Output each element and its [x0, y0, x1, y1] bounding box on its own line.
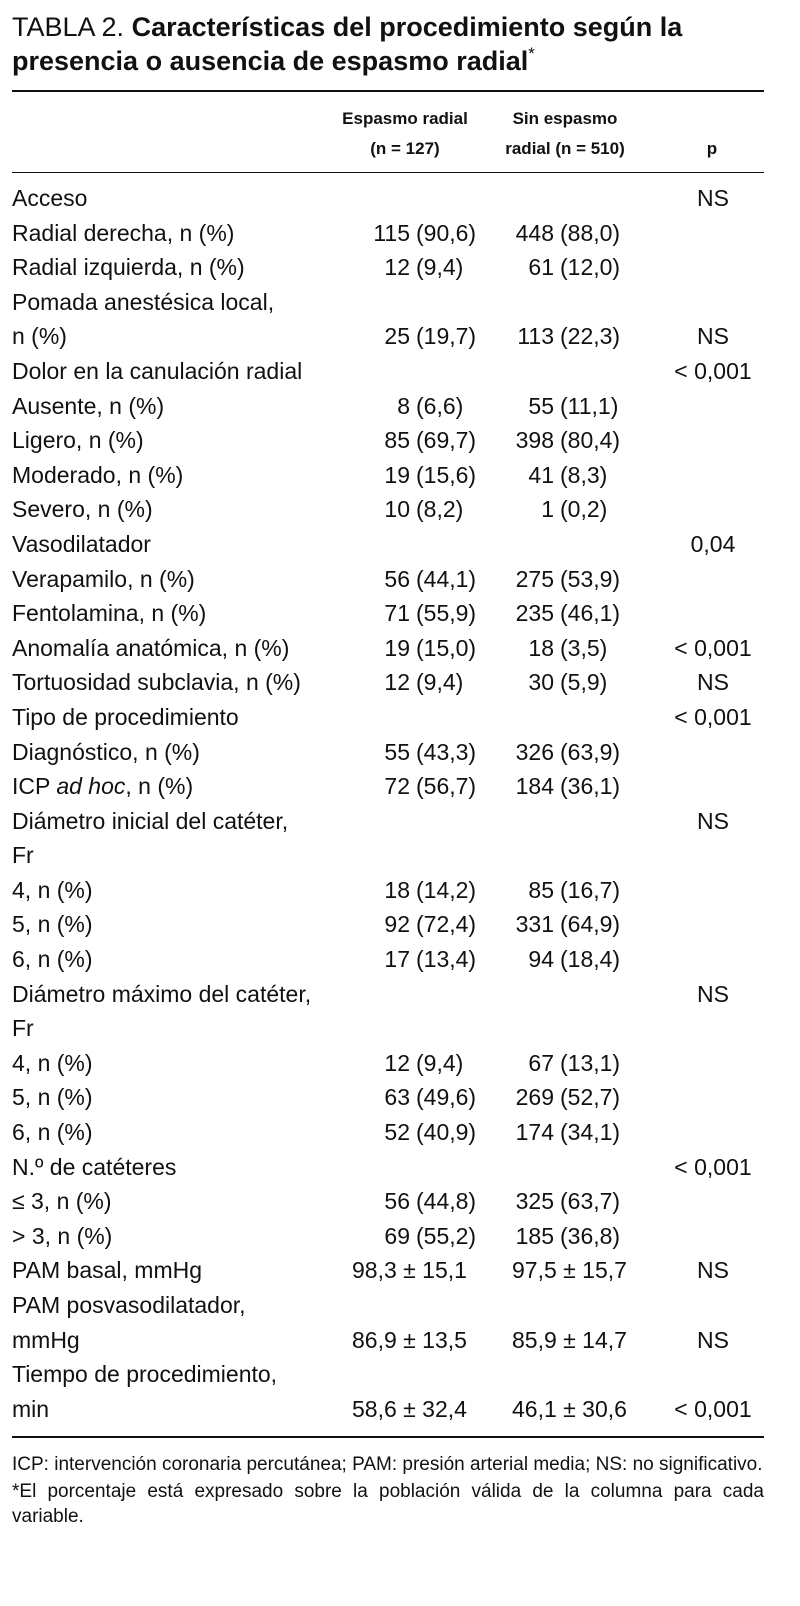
table-row — [12, 1150, 764, 1185]
value-sin-espasmo: 331 (64,9) — [515, 911, 621, 938]
table-row — [12, 1011, 764, 1046]
row-label: 5, n (%) — [12, 1084, 93, 1111]
p-value — [662, 250, 764, 285]
table-row — [12, 181, 764, 216]
value-sin-espasmo — [490, 1288, 662, 1323]
table-row — [12, 250, 764, 285]
value-espasmo-radial: 56 (44,8) — [384, 1188, 477, 1215]
row-label: Fr — [12, 842, 34, 869]
value-sin-espasmo: 61 (12,0) — [528, 254, 621, 281]
value-sin-espasmo: 67 (13,1) — [528, 1049, 621, 1076]
row-label: PAM basal, mmHg — [12, 1257, 203, 1284]
row-label: Ausente, n (%) — [12, 392, 165, 419]
value-espasmo-radial — [330, 354, 490, 389]
table-row — [12, 1357, 764, 1392]
value-espasmo-radial — [330, 181, 490, 216]
table-row — [12, 1184, 764, 1219]
table-row — [12, 838, 764, 873]
value-espasmo-radial: 25 (19,7) — [384, 323, 477, 350]
value-sin-espasmo: 185 (36,8) — [515, 1222, 621, 1249]
value-sin-espasmo — [490, 838, 662, 873]
value-sin-espasmo: 97,5 ± 15,7 — [512, 1257, 627, 1284]
table-row — [12, 735, 764, 770]
table-row — [12, 319, 764, 354]
value-sin-espasmo: 174 (34,1) — [515, 1119, 621, 1146]
value-sin-espasmo: 269 (52,7) — [515, 1084, 621, 1111]
row-label: ICP ad hoc, n (%) — [12, 773, 194, 800]
value-espasmo-radial — [330, 285, 490, 320]
value-espasmo-radial: 63 (49,6) — [384, 1084, 477, 1111]
data-table — [12, 181, 764, 1426]
table-label: TABLA 2. — [12, 12, 125, 42]
value-sin-espasmo — [490, 1150, 662, 1185]
value-espasmo-radial: 98,3 ± 15,1 — [352, 1257, 467, 1284]
value-espasmo-radial — [330, 838, 490, 873]
table-row — [12, 285, 764, 320]
table-row — [12, 1115, 764, 1150]
row-label: 4, n (%) — [12, 1049, 93, 1076]
value-sin-espasmo: 235 (46,1) — [515, 600, 621, 627]
row-label: 4, n (%) — [12, 876, 93, 903]
table-row — [12, 700, 764, 735]
row-label: Dolor en la canulación radial — [12, 357, 303, 384]
p-value: < 0,001 — [674, 1395, 752, 1422]
value-espasmo-radial — [330, 527, 490, 562]
value-sin-espasmo: 1 (0,2) — [541, 496, 608, 523]
value-sin-espasmo: 46,1 ± 30,6 — [512, 1395, 627, 1422]
value-sin-espasmo: 113 (22,3) — [517, 323, 621, 350]
table-row — [12, 1323, 764, 1358]
row-label: min — [12, 1395, 50, 1422]
row-label: n (%) — [12, 323, 67, 350]
row-label: PAM posvasodilatador, — [12, 1292, 246, 1318]
value-espasmo-radial: 92 (72,4) — [384, 911, 477, 938]
value-sin-espasmo — [490, 804, 662, 839]
p-value — [662, 596, 764, 631]
row-label: Radial izquierda, n (%) — [12, 254, 245, 281]
p-value: NS — [697, 323, 729, 350]
footnote-abbreviations: ICP: intervención coronaria percutánea; PAM: presión arterial media; NS: no significativo. — [12, 1454, 763, 1476]
table-row — [12, 873, 764, 908]
value-espasmo-radial — [330, 1011, 490, 1046]
value-sin-espasmo: 325 (63,7) — [515, 1188, 621, 1215]
row-label: Diámetro inicial del catéter, — [12, 807, 289, 834]
value-espasmo-radial: 58,6 ± 32,4 — [352, 1395, 467, 1422]
p-value — [662, 1080, 764, 1115]
table-row — [12, 1080, 764, 1115]
value-sin-espasmo: 184 (36,1) — [515, 773, 621, 800]
row-label: 6, n (%) — [12, 946, 93, 973]
value-sin-espasmo: 55 (11,1) — [528, 392, 619, 419]
value-sin-espasmo: 85 (16,7) — [528, 876, 621, 903]
p-value: NS — [697, 669, 729, 696]
value-espasmo-radial: 19 (15,0) — [384, 634, 477, 661]
column-header — [12, 92, 764, 172]
value-sin-espasmo: 18 (3,5) — [528, 634, 608, 661]
p-value — [662, 389, 764, 424]
value-espasmo-radial: 12 (9,4) — [384, 1049, 464, 1076]
table-row — [12, 1253, 764, 1288]
row-label: Pomada anestésica local, — [12, 288, 275, 315]
table-row — [12, 631, 764, 666]
row-label: Diámetro máximo del catéter, — [12, 980, 312, 1007]
row-label: 5, n (%) — [12, 911, 93, 938]
p-value — [662, 942, 764, 977]
value-sin-espasmo — [490, 527, 662, 562]
p-value — [662, 216, 764, 251]
value-espasmo-radial: 12 (9,4) — [384, 254, 464, 281]
p-value — [662, 458, 764, 493]
table-title — [12, 10, 764, 78]
p-value: NS — [697, 807, 729, 834]
row-label: Moderado, n (%) — [12, 461, 184, 488]
p-value: NS — [697, 185, 729, 211]
row-label: Fentolamina, n (%) — [12, 600, 207, 627]
value-espasmo-radial: 12 (9,4) — [384, 669, 464, 696]
p-value — [662, 838, 764, 873]
value-sin-espasmo — [490, 977, 662, 1012]
p-value — [662, 769, 764, 804]
header-espasmo-radial: Espasmo radial (n = 127) — [342, 109, 468, 158]
p-value — [662, 1184, 764, 1219]
footnote-percentage: *El porcentaje está expresado sobre la población válida de la columna para cada variable. — [12, 1481, 764, 1528]
table-row — [12, 977, 764, 1012]
value-espasmo-radial: 69 (55,2) — [384, 1222, 477, 1249]
value-espasmo-radial — [330, 977, 490, 1012]
value-sin-espasmo — [490, 700, 662, 735]
p-value — [662, 1011, 764, 1046]
footnotes — [12, 1452, 764, 1529]
value-sin-espasmo: 94 (18,4) — [528, 946, 621, 973]
value-espasmo-radial: 71 (55,9) — [384, 600, 477, 627]
p-value — [662, 1288, 764, 1323]
row-label: 6, n (%) — [12, 1119, 93, 1146]
value-espasmo-radial: 10 (8,2) — [384, 496, 464, 523]
p-value: NS — [697, 1326, 729, 1353]
value-espasmo-radial — [330, 700, 490, 735]
value-espasmo-radial: 86,9 ± 13,5 — [352, 1326, 467, 1353]
row-label: Ligero, n (%) — [12, 427, 144, 454]
p-value — [662, 873, 764, 908]
table-row — [12, 1392, 764, 1427]
row-label: Tipo de procedimiento — [12, 703, 239, 730]
p-value: < 0,001 — [674, 357, 752, 384]
value-sin-espasmo — [490, 1011, 662, 1046]
p-value — [662, 423, 764, 458]
row-label: Acceso — [12, 185, 88, 211]
value-espasmo-radial: 52 (40,9) — [384, 1119, 477, 1146]
p-value — [662, 1046, 764, 1081]
p-value: 0,04 — [690, 530, 736, 557]
row-label: mmHg — [12, 1326, 80, 1353]
value-sin-espasmo — [490, 285, 662, 320]
value-sin-espasmo — [490, 354, 662, 389]
table-row — [12, 1219, 764, 1254]
table-row — [12, 458, 764, 493]
value-espasmo-radial — [330, 1150, 490, 1185]
table-row — [12, 216, 764, 251]
p-value: < 0,001 — [674, 1153, 752, 1180]
table-row — [12, 596, 764, 631]
title-footnote-marker: * — [528, 44, 535, 63]
value-espasmo-radial: 85 (69,7) — [384, 427, 477, 454]
value-espasmo-radial: 19 (15,6) — [384, 461, 477, 488]
table-row — [12, 769, 764, 804]
p-value: < 0,001 — [674, 634, 752, 661]
p-value — [662, 1357, 764, 1392]
value-sin-espasmo: 398 (80,4) — [515, 427, 621, 454]
row-label: Tiempo de procedimiento, — [12, 1361, 278, 1388]
value-espasmo-radial: 56 (44,1) — [384, 565, 477, 592]
row-label: Diagnóstico, n (%) — [12, 738, 200, 765]
header-p: p — [706, 139, 718, 158]
row-label: > 3, n (%) — [12, 1222, 113, 1249]
value-espasmo-radial — [330, 804, 490, 839]
row-label: Radial derecha, n (%) — [12, 219, 235, 246]
value-espasmo-radial — [330, 1288, 490, 1323]
table-row — [12, 942, 764, 977]
value-sin-espasmo: 448 (88,0) — [515, 219, 621, 246]
value-espasmo-radial: 72 (56,7) — [384, 773, 477, 800]
table-row — [12, 423, 764, 458]
value-espasmo-radial — [330, 1357, 490, 1392]
table-row — [12, 804, 764, 839]
p-value — [662, 735, 764, 770]
row-label: Anomalía anatómica, n (%) — [12, 634, 290, 661]
p-value — [662, 1219, 764, 1254]
table-title-text: Características del procedimiento según la presencia o ausencia de espasmo radial — [12, 12, 683, 76]
row-label: Fr — [12, 1015, 34, 1042]
p-value: < 0,001 — [674, 703, 752, 730]
table-row — [12, 1288, 764, 1323]
value-sin-espasmo: 85,9 ± 14,7 — [512, 1326, 627, 1353]
value-sin-espasmo: 326 (63,9) — [515, 738, 621, 765]
p-value — [662, 492, 764, 527]
table-document — [12, 0, 764, 1531]
p-value — [662, 907, 764, 942]
table-row — [12, 907, 764, 942]
table-row — [12, 389, 764, 424]
value-espasmo-radial: 115 (90,6) — [373, 219, 477, 246]
table-row — [12, 492, 764, 527]
table-row — [12, 354, 764, 389]
row-label: Verapamilo, n (%) — [12, 565, 195, 592]
value-sin-espasmo — [490, 181, 662, 216]
table-row — [12, 665, 764, 700]
value-espasmo-radial: 55 (43,3) — [384, 738, 477, 765]
p-value: NS — [697, 980, 729, 1007]
p-value: NS — [697, 1257, 729, 1284]
row-label: N.º de catéteres — [12, 1153, 177, 1180]
header-rule — [12, 172, 764, 173]
row-label: Tortuosidad subclavia, n (%) — [12, 669, 301, 696]
value-sin-espasmo: 41 (8,3) — [528, 461, 608, 488]
value-sin-espasmo: 30 (5,9) — [528, 669, 608, 696]
table-row — [12, 562, 764, 597]
value-sin-espasmo — [490, 1357, 662, 1392]
p-value — [662, 562, 764, 597]
value-espasmo-radial: 8 (6,6) — [397, 392, 464, 419]
header-sin-espasmo: Sin espasmo radial (n = 510) — [505, 109, 625, 158]
table-row — [12, 527, 764, 562]
bottom-rule — [12, 1436, 764, 1438]
p-value — [662, 285, 764, 320]
table-row — [12, 1046, 764, 1081]
value-espasmo-radial: 18 (14,2) — [384, 876, 477, 903]
value-espasmo-radial: 17 (13,4) — [384, 946, 477, 973]
row-label: Severo, n (%) — [12, 496, 153, 523]
value-sin-espasmo: 275 (53,9) — [515, 565, 621, 592]
row-label: Vasodilatador — [12, 530, 151, 557]
row-label: ≤ 3, n (%) — [12, 1188, 112, 1215]
p-value — [662, 1115, 764, 1150]
